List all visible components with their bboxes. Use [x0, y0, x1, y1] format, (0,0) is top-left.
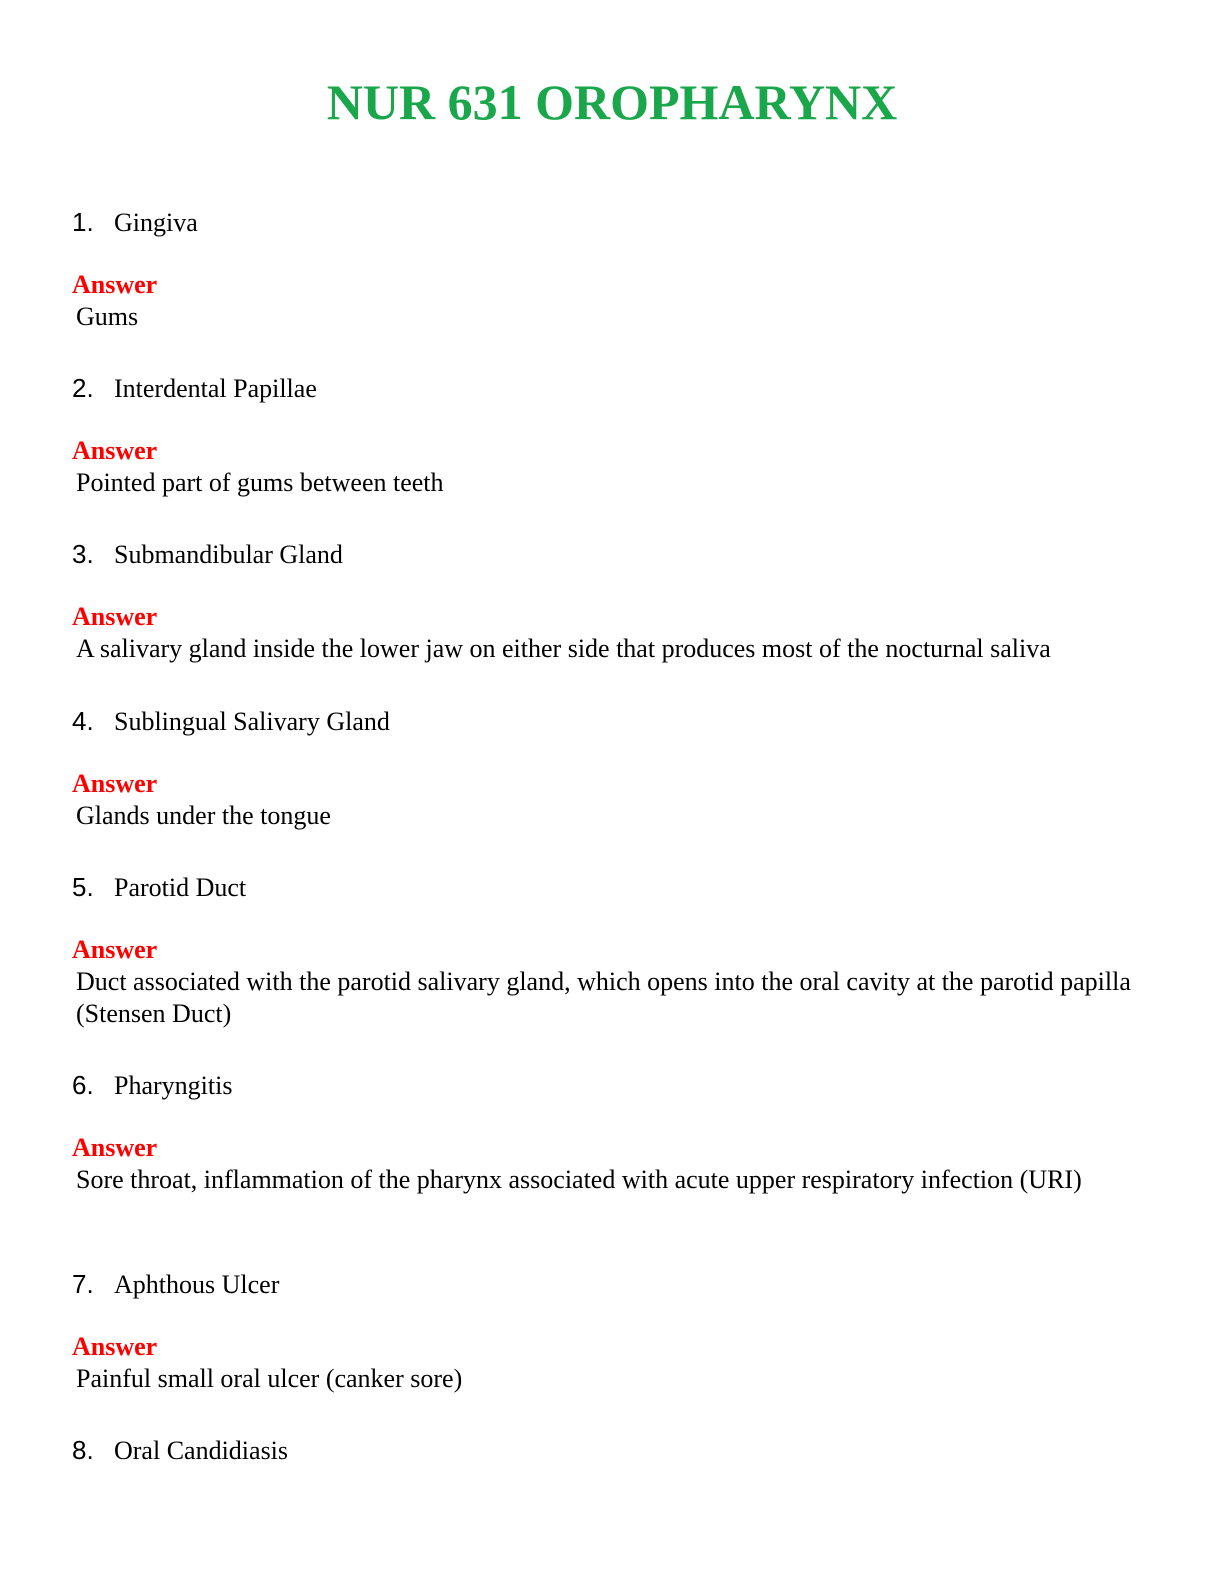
- question-term: Submandibular Gland: [114, 540, 343, 569]
- question-term: Gingiva: [114, 208, 198, 237]
- qa-item-8: [72, 1434, 1152, 1466]
- qa-item-1: [72, 206, 1152, 333]
- question-number: 5.: [72, 872, 94, 902]
- question-number: 2.: [72, 373, 94, 403]
- qa-item-4: [72, 705, 1152, 832]
- qa-item-3: [72, 538, 1152, 665]
- question-term: Oral Candidiasis: [114, 1436, 289, 1465]
- answer-label: Answer: [72, 769, 158, 798]
- question: [72, 1069, 1152, 1101]
- question-number: 4.: [72, 706, 94, 736]
- question-number: 3.: [72, 539, 94, 569]
- question: [72, 705, 1152, 737]
- answer-label: Answer: [72, 935, 158, 964]
- question-number: 7.: [72, 1269, 94, 1299]
- answer-text: Gums: [76, 302, 139, 331]
- question: [72, 871, 1152, 903]
- question: [72, 372, 1152, 404]
- question-number: 8.: [72, 1435, 94, 1465]
- answer-text: Pointed part of gums between teeth: [76, 468, 444, 497]
- question-term: Sublingual Salivary Gland: [114, 707, 390, 736]
- question: [72, 206, 1152, 238]
- question: [72, 1434, 1152, 1466]
- answer-label: Answer: [72, 270, 158, 299]
- qa-item-7: [72, 1268, 1152, 1395]
- answer-text: Painful small oral ulcer (canker sore): [76, 1364, 463, 1393]
- question: [72, 1268, 1152, 1300]
- document-title: NUR 631 OROPHARYNX: [326, 74, 898, 130]
- answer-text: A salivary gland inside the lower jaw on either side that produces most of the nocturnal saliva: [76, 634, 1051, 663]
- question-term: Parotid Duct: [114, 873, 247, 902]
- question-term: Pharyngitis: [114, 1071, 233, 1100]
- question-number: 6.: [72, 1070, 94, 1100]
- qa-item-2: [72, 372, 1152, 499]
- answer-label: Answer: [72, 436, 158, 465]
- question-number: 1.: [72, 207, 94, 237]
- answer-text: Duct associated with the parotid salivary gland, which opens into the oral cavity at the parotid papilla (Stensen Duct): [76, 967, 1131, 1028]
- answer-text: Glands under the tongue: [76, 801, 331, 830]
- answer-label: Answer: [72, 1332, 158, 1361]
- question-term: Interdental Papillae: [114, 374, 317, 403]
- qa-item-6: [72, 1069, 1152, 1196]
- answer-text: Sore throat, inflammation of the pharynx associated with acute upper respiratory infection (URI): [76, 1165, 1082, 1194]
- answer-label: Answer: [72, 602, 158, 631]
- question: [72, 538, 1152, 570]
- question-term: Aphthous Ulcer: [114, 1270, 280, 1299]
- qa-item-5: [72, 871, 1152, 1030]
- answer-label: Answer: [72, 1133, 158, 1162]
